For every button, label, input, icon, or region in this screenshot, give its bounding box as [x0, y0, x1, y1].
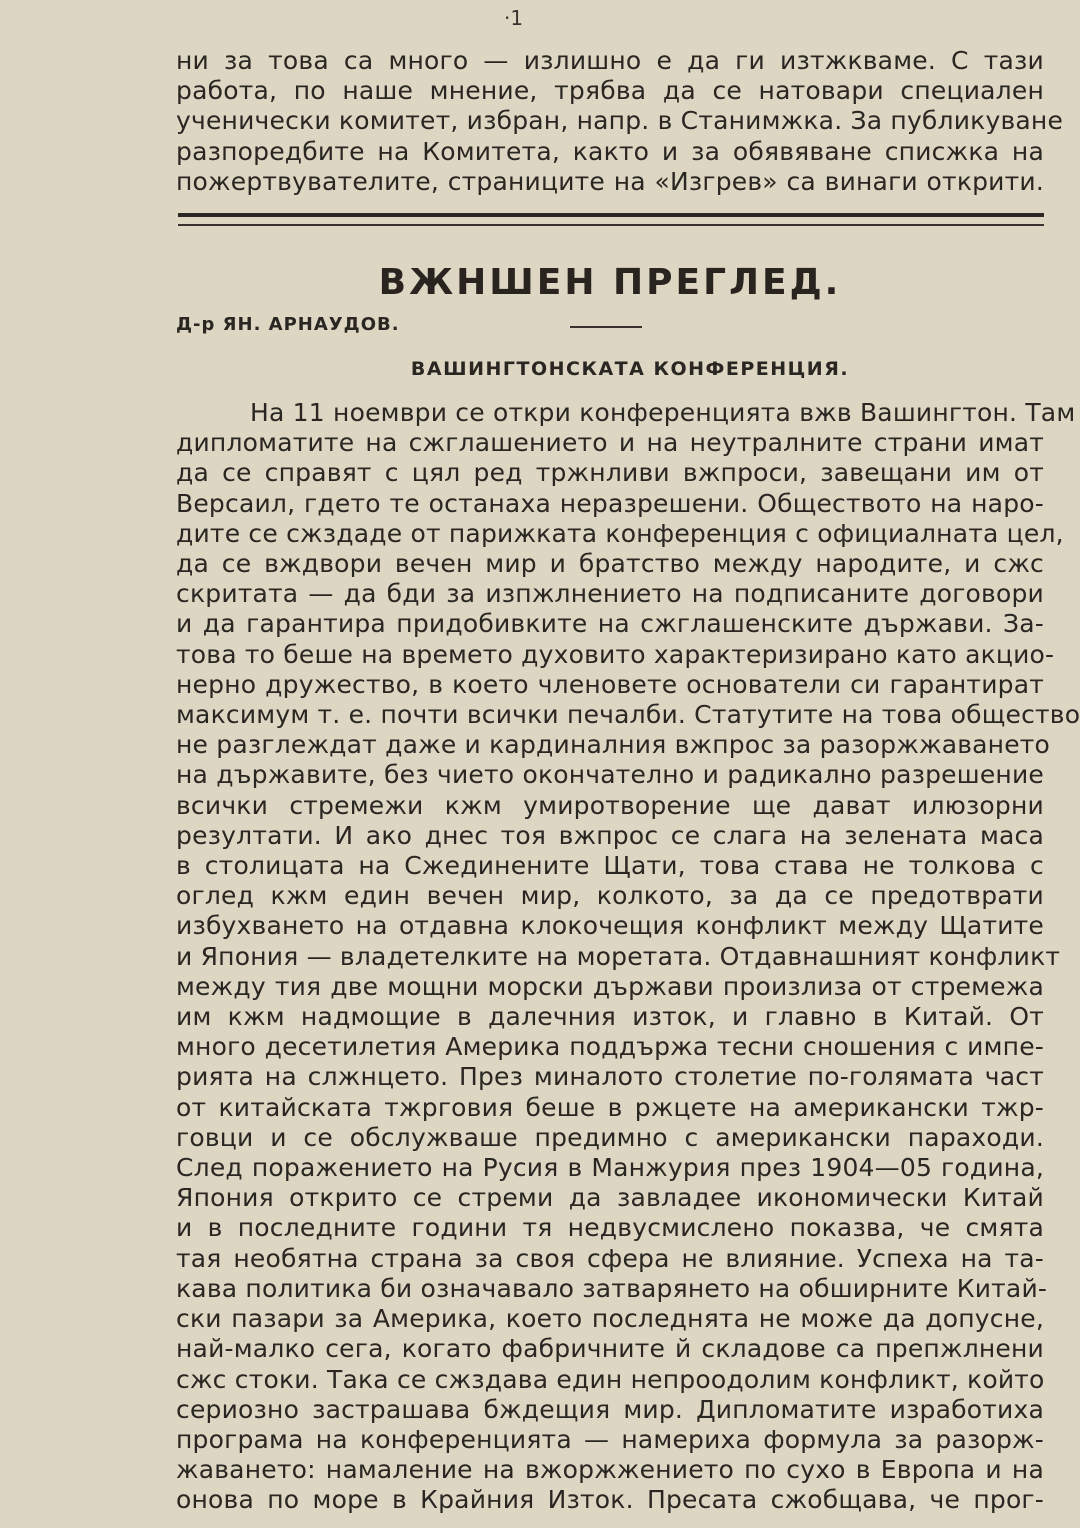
article-subtitle: ВАШИНГТОНСКАТА КОНФЕРЕНЦИЯ. [410, 358, 850, 380]
article-line: дите се сжздаде от парижката конференция с официалната цел, [176, 518, 1064, 548]
article-line: ски пазари за Америка, което последнята не може да допусне, [176, 1304, 1044, 1334]
article-body [176, 398, 1080, 1516]
section-title: ВЖНШЕН ПРЕГЛЕД. [378, 262, 842, 303]
intro-line: разпоредбите на Комитета, както и за обявяване списжка на [176, 136, 1044, 166]
article-line: и да гарантира придобивките на сжглашенските държави. За- [176, 609, 1044, 639]
article-line: дипломатите на сжглашението и на неутралните страни имат [176, 428, 1044, 458]
article-line: говци и се обслужваше предимно с американски параходи. [176, 1122, 1044, 1152]
article-line: много десетилетия Америка поддържа тесни сношения с импе- [176, 1032, 1044, 1062]
article-line: между тия две мощни морски държави произлиза от стремежа [176, 971, 1044, 1001]
intro-line: пожертвувателите, страниците на «Изгрев» са винаги открити. [176, 166, 1044, 196]
article-line: скритата — да бди за изпжлнението на подписаните договори [176, 579, 1044, 609]
article-line: жаването: намаление на вжоржжението по сухо в Европа и на [176, 1455, 1044, 1485]
article-line: След поражението на Русия в Манжурия през 1904—05 година, [176, 1153, 1044, 1183]
article-line: резултати. И ако днес тоя вжпрос се слага на зелената маса [176, 820, 1044, 850]
intro-line: ученически комитет, избран, напр. в Станимжка. За публикуване [176, 106, 1064, 136]
short-divider [570, 326, 642, 328]
article-line: рията на слжнцето. През миналото столетие по-голямата част [176, 1062, 1044, 1092]
article-line: сериозно застрашава бждещия мир. Дипломатите изработиха [176, 1394, 1044, 1424]
article-line: тая необятна страна за своя сфера не влияние. Успеха на та- [176, 1243, 1044, 1273]
article-line: избухването на отдавна клокочещия конфликт между Щатите [176, 911, 1044, 941]
article-line: сжс стоки. Така се сжздава един непроодолим конфликт, който [176, 1364, 1045, 1394]
article-line: от китайската тжрговия беше в ржцете на американски тжр- [176, 1092, 1044, 1122]
article-line: всички стремежи кжм умиротворение ще дават илюзорни [176, 790, 1044, 820]
article-line: Версаил, гдето те останаха неразрешени. Обществото на наро- [176, 488, 1044, 518]
article-line: да се вждвори вечен мир и братство между народите, и сжс [176, 549, 1044, 579]
article-line: максимум т. е. почти всички печалби. Статутите на това общество [176, 700, 1080, 730]
section-divider-thin [178, 224, 1044, 226]
intro-line: ни за това са много — излишно е да ги изтжкваме. С тази [176, 46, 1044, 75]
article-line: на държавите, без чието окончателно и радикално разрешение [176, 760, 1044, 790]
article-line: в столицата на Сжединените Щати, това става не толкова с [176, 851, 1044, 881]
article-line: кава политика би означавало затварянето на обширните Китай- [176, 1273, 1048, 1303]
article-line: и Япония — владетелките на моретата. Отдавнашният конфликт [176, 941, 1061, 971]
article-line: да се справят с цял ред тржнливи вжпроси, завещани им от [176, 458, 1044, 488]
article-line: най-малко сега, когато фабричните й складове са препжлнени [176, 1334, 1044, 1364]
page-marker: ·1 [504, 6, 524, 30]
article-line: оглед кжм един вечен мир, колкото, за да се предотврати [176, 881, 1044, 911]
article-line: Япония открито се стреми да завладее икономически Китай [176, 1183, 1044, 1213]
article-line: им кжм надмощие в далечния изток, и главно в Китай. От [176, 1002, 1044, 1032]
section-divider-thick [178, 213, 1044, 217]
article-line: На 11 ноември се откри конференцията вжв Вашингтон. Там [250, 398, 1076, 427]
article-line: програма на конференцията — намериха формула за разорж- [176, 1424, 1044, 1454]
author-byline: Д-р ЯН. АРНАУДОВ. [176, 314, 400, 335]
intro-paragraph [176, 46, 1064, 197]
article-line: нерно дружество, в което членовете основатели си гарантират [176, 669, 1044, 699]
article-line: онова по море в Крайния Изток. Пресата сжобщава, че прог- [176, 1485, 1044, 1515]
article-line: това то беше на времето духовито характеризирано като акцио- [176, 639, 1055, 669]
intro-line: работа, по наше мнение, трябва да се натовари специален [176, 76, 1044, 106]
article-line: и в последните години тя недвусмислено показва, че смята [176, 1213, 1044, 1243]
article-line: не разглеждат даже и кардиналния вжпрос за разоржжаването [176, 730, 1051, 760]
